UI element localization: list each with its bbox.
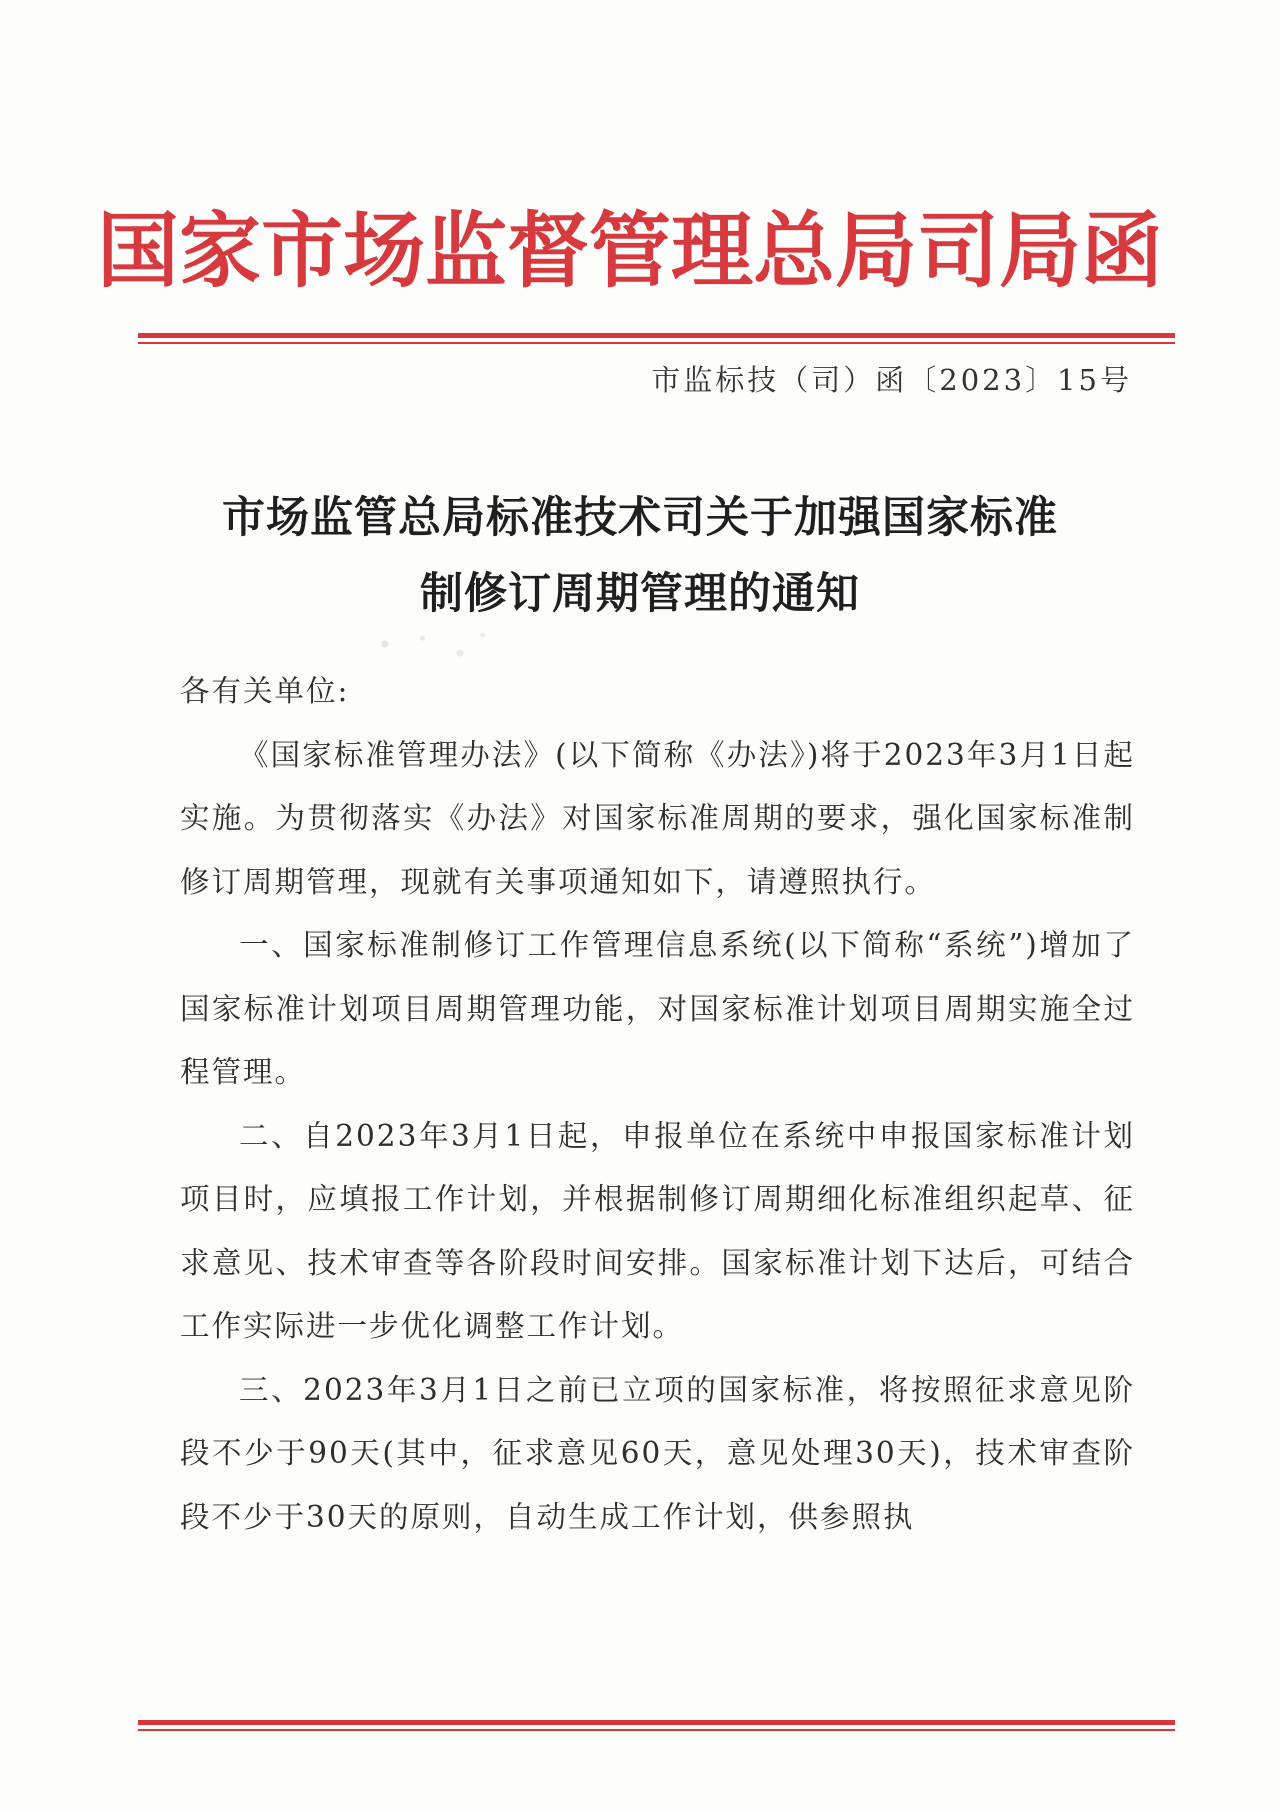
document-number: 市监标技（司）函〔2023〕15号 <box>651 363 1132 397</box>
body-paragraph-3: 三、2023年3月1日之前已立项的国家标准，将按照征求意见阶段不少于90天(其中，征求意见60天，意见处理30天)，技术审查阶段不少于30天的原则，自动生成工作计划，供参照执 <box>180 1372 1135 1534</box>
notice-title-line-1: 市场监管总局标准技术司关于加强国家标准 <box>222 493 1058 543</box>
body-paragraph-1: 一、国家标准制修订工作管理信息系统(以下简称“系统”)增加了国家标准计划项目周期管理功能，对国家标准计划项目周期实施全过程管理。 <box>180 928 1135 1089</box>
rule-thick-line <box>138 333 1175 338</box>
masthead-title: 国家市场监督管理总局司局函 <box>97 203 1164 299</box>
body-paragraph-intro: 《国家标准管理办法》(以下简称《办法》)将于2023年3月1日起实施。为贯彻落实《办法》对国家标准周期的要求，强化国家标准制修订周期管理，现就有关事项通知如下，请遵照执行。 <box>180 737 1135 899</box>
rule-thin-line <box>138 342 1175 344</box>
rule-thin-line <box>138 1729 1175 1731</box>
rule-thick-line <box>138 1720 1175 1725</box>
notice-title <box>180 480 1100 632</box>
notice-title-line-2: 制修订周期管理的通知 <box>420 569 860 619</box>
body-paragraph-2: 二、自2023年3月1日起，申报单位在系统中申报国家标准计划项目时，应填报工作计划，并根据制修订周期细化标准组织起草、征求意见、技术审查等各阶段时间安排。国家标准计划下达后，可结合工作实际进一步优化调整工作计划。 <box>180 1118 1135 1343</box>
notice-body <box>180 660 1135 1549</box>
footer-red-rule <box>138 1720 1175 1731</box>
salutation: 各有关单位: <box>180 674 350 708</box>
masthead-red-rule <box>138 333 1175 344</box>
